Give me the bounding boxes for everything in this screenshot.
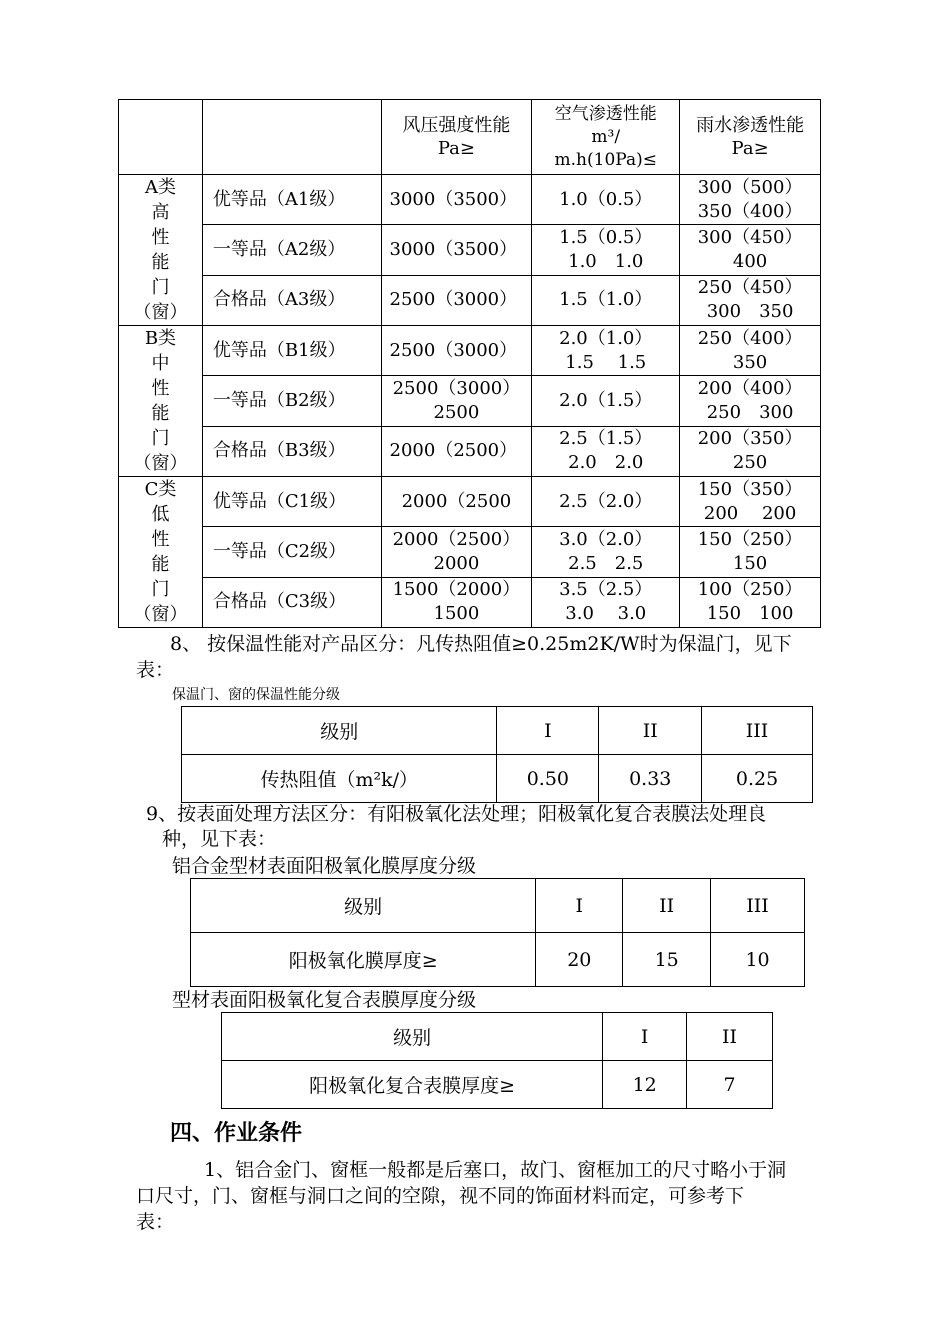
table-row bbox=[222, 1061, 773, 1109]
section-heading: 四、作业条件 bbox=[170, 1121, 303, 1146]
wind-cell: 2500（3000） 2500 bbox=[381, 376, 532, 426]
table-row bbox=[119, 527, 821, 577]
grade-cell: 优等品（B1级） bbox=[202, 326, 381, 376]
insulation-table bbox=[181, 706, 813, 803]
grade-cell: 优等品（A1级） bbox=[202, 175, 381, 225]
anodic-film-table bbox=[190, 878, 805, 987]
table-row bbox=[119, 225, 821, 275]
air-cell: 1.0（0.5） bbox=[532, 175, 680, 225]
header-cell bbox=[202, 100, 381, 175]
row-label: 阳极氧化复合表膜厚度≥ bbox=[222, 1061, 603, 1109]
header-cell: 空气渗透性能 m³/ m.h(10Pa)≤ bbox=[532, 100, 680, 175]
table-row bbox=[119, 175, 821, 225]
grade-cell: 一等品（A2级） bbox=[202, 225, 381, 275]
rain-cell: 200（350） 250 bbox=[680, 426, 821, 476]
class-cell: A类 高 性 能 门 （窗） bbox=[119, 175, 203, 326]
header-cell: 级别 bbox=[222, 1013, 603, 1061]
wind-cell: 1500（2000） 1500 bbox=[381, 577, 532, 627]
air-cell: 1.5（1.0） bbox=[532, 275, 680, 325]
table-row bbox=[119, 326, 821, 376]
class-cell: C类 低 性 能 门 （窗） bbox=[119, 477, 203, 628]
value-cell: 12 bbox=[603, 1061, 687, 1109]
rain-cell: 300（450） 400 bbox=[680, 225, 821, 275]
grade-cell: 一等品（C2级） bbox=[202, 527, 381, 577]
table-row bbox=[191, 933, 805, 987]
row-label: 阳极氧化膜厚度≥ bbox=[191, 933, 536, 987]
composite-film-table bbox=[221, 1012, 773, 1109]
air-cell: 3.0（2.0） 2.5 2.5 bbox=[532, 527, 680, 577]
value-cell: 20 bbox=[536, 933, 623, 987]
value-cell: 0.33 bbox=[599, 755, 702, 803]
paragraph-8-line-1: 8、 按保温性能对产品区分：凡传热阻值≥0.25m2K/W时为保温门，见下 bbox=[170, 633, 792, 655]
header-cell: II bbox=[623, 879, 711, 933]
air-cell: 2.0（1.5） bbox=[532, 376, 680, 426]
header-cell: 级别 bbox=[191, 879, 536, 933]
air-cell: 2.5（1.5） 2.0 2.0 bbox=[532, 426, 680, 476]
wind-cell: 2000（2500 bbox=[381, 477, 532, 527]
grade-cell: 合格品（A3级） bbox=[202, 275, 381, 325]
table-header-row bbox=[182, 707, 813, 755]
header-cell: I bbox=[497, 707, 599, 755]
table-row bbox=[182, 755, 813, 803]
air-cell: 3.5（2.5） 3.0 3.0 bbox=[532, 577, 680, 627]
table-header-row bbox=[222, 1013, 773, 1061]
rain-cell: 250（450） 300 350 bbox=[680, 275, 821, 325]
wind-cell: 2500（3000） bbox=[381, 326, 532, 376]
wind-cell: 2500（3000） bbox=[381, 275, 532, 325]
header-cell: II bbox=[599, 707, 702, 755]
header-cell: 级别 bbox=[182, 707, 497, 755]
value-cell: 7 bbox=[687, 1061, 773, 1109]
table-caption-insulation: 保温门、窗的保温性能分级 bbox=[172, 687, 340, 703]
grade-cell: 优等品（C1级） bbox=[202, 477, 381, 527]
performance-table bbox=[118, 99, 821, 628]
rain-cell: 150（350） 200 200 bbox=[680, 477, 821, 527]
table-caption-composite-film: 型材表面阳极氧化复合表膜厚度分级 bbox=[172, 989, 477, 1011]
grade-cell: 合格品（B3级） bbox=[202, 426, 381, 476]
table-row bbox=[119, 426, 821, 476]
header-cell bbox=[119, 100, 203, 175]
grade-cell: 一等品（B2级） bbox=[202, 376, 381, 426]
wind-cell: 2000（2500） bbox=[381, 426, 532, 476]
header-cell: I bbox=[603, 1013, 687, 1061]
table-header-row bbox=[191, 879, 805, 933]
table-row bbox=[119, 376, 821, 426]
paragraph-9-line-1: 9、按表面处理方法区分：有阳极氧化法处理；阳极氧化复合表膜法处理良 bbox=[146, 803, 767, 825]
grade-cell: 合格品（C3级） bbox=[202, 577, 381, 627]
class-cell: B类 中 性 能 门 （窗） bbox=[119, 326, 203, 477]
value-cell: 0.25 bbox=[702, 755, 813, 803]
paragraph-8-line-2: 表： bbox=[136, 659, 175, 681]
header-cell: III bbox=[702, 707, 813, 755]
paragraph-conditions-line-2: 口尺寸，门、窗框与洞口之间的空隙，视不同的饰面材料而定，可参考下 bbox=[136, 1185, 745, 1207]
value-cell: 15 bbox=[623, 933, 711, 987]
table-row bbox=[119, 275, 821, 325]
rain-cell: 250（400） 350 bbox=[680, 326, 821, 376]
paragraph-conditions-line-1: 1、铝合金门、窗框一般都是后塞口，故门、窗框加工的尺寸略小于洞 bbox=[204, 1159, 787, 1181]
wind-cell: 2000（2500） 2000 bbox=[381, 527, 532, 577]
rain-cell: 100（250） 150 100 bbox=[680, 577, 821, 627]
paragraph-9-line-2: 种，见下表： bbox=[162, 828, 277, 850]
value-cell: 10 bbox=[711, 933, 805, 987]
row-label: 传热阻值（m²k/） bbox=[182, 755, 497, 803]
rain-cell: 300（500） 350（400） bbox=[680, 175, 821, 225]
header-cell: II bbox=[687, 1013, 773, 1061]
table-caption-anodic-film: 铝合金型材表面阳极氧化膜厚度分级 bbox=[172, 855, 477, 877]
paragraph-conditions-line-3: 表： bbox=[136, 1211, 175, 1233]
rain-cell: 150（250） 150 bbox=[680, 527, 821, 577]
air-cell: 2.5（2.0） bbox=[532, 477, 680, 527]
header-cell: 雨水渗透性能 Pa≥ bbox=[680, 100, 821, 175]
table-row bbox=[119, 477, 821, 527]
header-cell: 风压强度性能 Pa≥ bbox=[381, 100, 532, 175]
value-cell: 0.50 bbox=[497, 755, 599, 803]
table-header-row bbox=[119, 100, 821, 175]
rain-cell: 200（400） 250 300 bbox=[680, 376, 821, 426]
air-cell: 2.0（1.0） 1.5 1.5 bbox=[532, 326, 680, 376]
header-cell: III bbox=[711, 879, 805, 933]
air-cell: 1.5（0.5） 1.0 1.0 bbox=[532, 225, 680, 275]
header-cell: I bbox=[536, 879, 623, 933]
table-row bbox=[119, 577, 821, 627]
wind-cell: 3000（3500） bbox=[381, 225, 532, 275]
wind-cell: 3000（3500） bbox=[381, 175, 532, 225]
